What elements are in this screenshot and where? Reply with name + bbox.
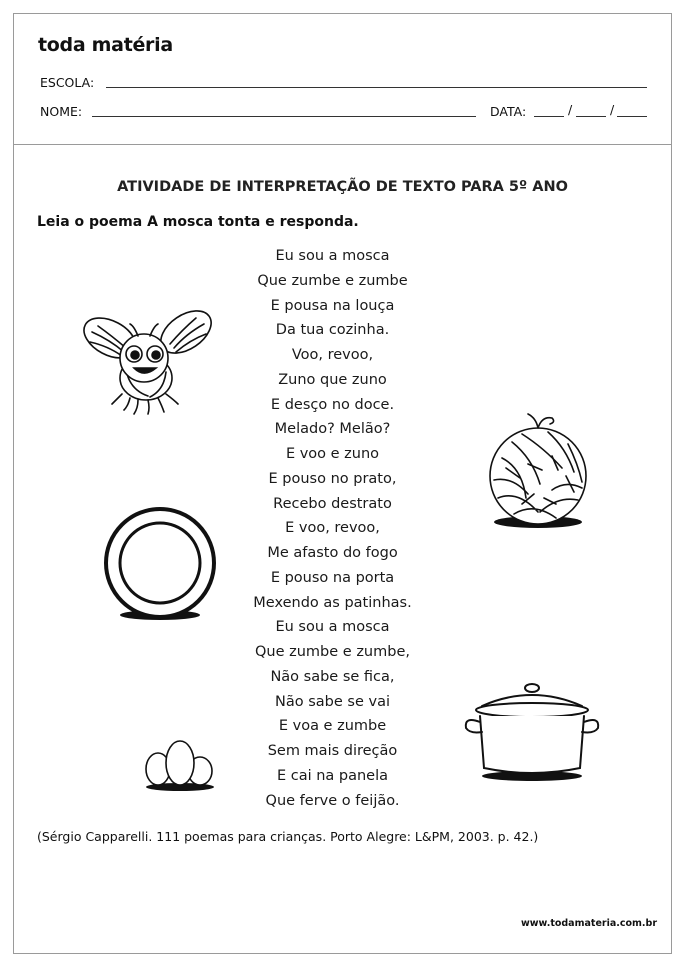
poem-line: Voo, revoo, (291, 347, 374, 363)
poem-line: Melado? Melão? (274, 421, 391, 438)
poem-line: Sem mais direção (267, 743, 398, 759)
poem-source: (Sérgio Capparelli. 111 poemas para crianças. Porto Alegre: L&PM, 2003. p. 42.) (37, 829, 539, 844)
poem-line: E pousa na louça (270, 297, 395, 314)
site-url[interactable]: www.todamateria.com.br (520, 918, 657, 929)
pot-illustration (460, 676, 604, 786)
poem-line: Eu sou a mosca (275, 248, 390, 264)
poem-line: E desço no doce. (270, 396, 395, 413)
poem-line: Que zumbe e zumbe (257, 272, 408, 289)
school-label: ESCOLA: (40, 75, 95, 90)
school-field[interactable] (106, 87, 647, 88)
date-day-field[interactable] (534, 116, 564, 117)
activity-title: ATIVIDADE DE INTERPRETAÇÃO DE TEXTO PARA 5º ANO (117, 179, 568, 195)
activity-instruction: Leia o poema A mosca tonta e responda. (37, 214, 359, 230)
poem-line: E pouso na porta (270, 569, 395, 586)
poem-line: E voa e zumbe (278, 718, 387, 735)
poem-line: Zuno que zuno (278, 371, 387, 388)
date-separator: / (610, 102, 615, 117)
beans-illustration (138, 735, 220, 795)
poem-text (210, 244, 455, 813)
date-month-field[interactable] (576, 116, 606, 117)
poem-line: Não sabe se fica, (270, 668, 395, 685)
poem-line: E cai na panela (276, 767, 389, 784)
poem-line: E voo e zuno (285, 446, 380, 462)
poem-line: Eu sou a mosca (275, 619, 390, 636)
date-label: DATA: (490, 104, 527, 119)
plate-illustration (100, 505, 222, 627)
poem-line: Que ferve o feijão. (265, 792, 400, 809)
poem-line: E pouso no prato, (268, 470, 397, 487)
poem-line: E voo, revoo, (285, 520, 380, 537)
name-field[interactable] (92, 116, 476, 117)
date-separator: / (568, 102, 573, 117)
name-label: NOME: (40, 104, 83, 119)
poem-line: Me afasto do fogo (267, 545, 398, 561)
brand-logo: toda matéria (38, 34, 173, 56)
fly-illustration (78, 300, 218, 418)
poem-line: Recebo destrato (273, 495, 392, 512)
worksheet-header (14, 14, 671, 145)
melon-illustration (482, 408, 594, 533)
poem-line: Da tua cozinha. (275, 322, 390, 339)
poem-line: Não sabe se vai (275, 693, 390, 710)
poem-line: Mexendo as patinhas. (253, 594, 412, 611)
date-year-field[interactable] (617, 116, 647, 117)
poem-line: Que zumbe e zumbe, (255, 644, 410, 660)
